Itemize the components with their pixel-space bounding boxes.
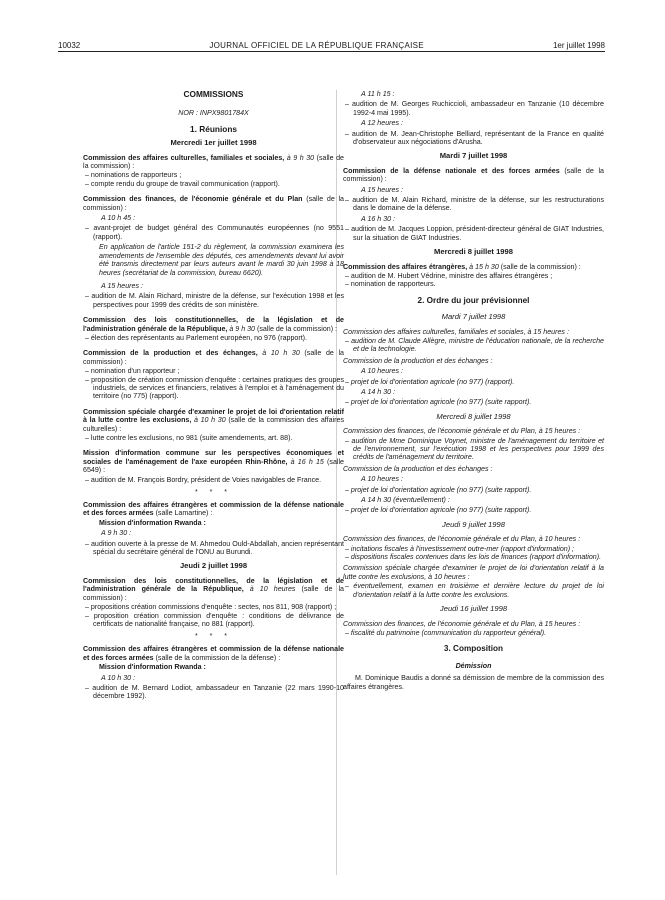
meeting-time: à 16 h 15 — [287, 457, 324, 466]
date-heading: Jeudi 9 juillet 1998 — [442, 519, 505, 529]
entry-prod — [83, 349, 344, 366]
meeting-hour: A 12 heures : — [361, 119, 403, 128]
committee-name: Commission de la production et des échanges, — [83, 349, 258, 358]
meeting-time: à 10 h 30 — [191, 416, 226, 425]
entry-def — [343, 167, 604, 184]
entry-etr2 — [83, 645, 344, 662]
agenda-item: – audition de M. Hubert Védrine, ministre des affaires étrangères ; — [345, 271, 553, 280]
entry-lois — [83, 316, 344, 333]
agenda-item: – audition de M. Jacques Loppion, président-directeur général de GIAT Industries, sur la situation de GIAT Industries. — [345, 225, 604, 242]
committee-name: Commission spéciale chargée d'examiner le projet de loi d'orientation relatif à la lutte contre les exclusions, à 10 heures : — [343, 564, 604, 581]
agenda-item: – audition de M. Alain Richard, ministre de la défense, sur l'exécution 1998 et les perspectives pour 1999 des crédits de son ministère. — [85, 292, 344, 309]
date-heading: Mardi 7 juillet 1998 — [439, 151, 508, 161]
agenda-item: – projet de loi d'orientation agricole (no 977) (rapport). — [345, 377, 515, 386]
agenda-item: – lutte contre les exclusions, no 981 (suite amendements, art. 88). — [85, 434, 293, 442]
date-heading: Jeudi 2 juillet 1998 — [179, 561, 248, 571]
demission-text: M. Dominique Baudis a donné sa démission de membre de la commission des affaires étrangères. — [343, 674, 604, 691]
agenda-item: – audition de M. Jean-Christophe Belliard, représentant de la France en qualité d'observateur aux négociations d'Arusha. — [345, 129, 604, 147]
date-heading: Jeudi 16 juillet 1998 — [439, 604, 508, 614]
agenda-item: – fiscalité du patrimoine (communication du rapporteur général). — [345, 628, 547, 637]
meeting-hour: A 10 h 30 : — [101, 673, 136, 682]
agenda-item: – projet de loi d'orientation agricole (no 977) (suite rapport). — [345, 506, 532, 515]
meeting-hour: A 11 h 15 : — [361, 90, 395, 98]
composition-heading: 3. Composition — [443, 644, 504, 654]
agenda-item: – audition de M. Bernard Lodiot, ambassadeur en Tanzanie (22 mars 1990-10 décembre 1992). — [85, 683, 344, 701]
header-rule — [58, 51, 605, 52]
left-column — [83, 90, 344, 701]
agenda-item: – audition ouverte à la presse de M. Ahmedou Ould-Abdallah, ancien représentant spécial du secrétaire général de l'ONU au Burundi. — [85, 539, 344, 557]
committee-name: Commission des affaires culturelles, familiales et sociales, à 15 heures : — [343, 327, 569, 336]
meeting-time: à 10 h 30 — [257, 349, 300, 358]
date-heading: Mercredi 8 juillet 1998 — [434, 247, 513, 257]
date-heading: Mercredi 8 juillet 1998 — [436, 411, 511, 421]
meeting-time: à 10 heures — [243, 585, 296, 594]
agenda-item: – projet de loi d'orientation agricole (no 977) (suite rapport). — [345, 398, 532, 407]
agenda-item: – projet de loi d'orientation agricole (no 977) (suite rapport). — [345, 485, 532, 494]
meeting-room: (salle de la commission) : — [343, 166, 604, 184]
meeting-room: (salle de la commission des affaires culturelles) : — [83, 416, 345, 433]
entry-etr — [83, 501, 344, 518]
mission-title: Mission d'information Rwanda : — [99, 663, 206, 672]
agenda-item: – proposition création commission d'enquête : conditions de délivrance de certificats de nationalité française, no 881 (rapport). — [85, 611, 344, 628]
agenda-item: – incitations fiscales à l'investissement outre-mer (rapport d'information) ; — [345, 544, 575, 553]
entry-spec — [83, 408, 344, 433]
agenda-item: – nomination de rapporteurs. — [345, 280, 436, 289]
meeting-room: (salle de la commission) : — [83, 153, 344, 171]
meeting-time: à 9 h 30 — [227, 324, 256, 333]
journal-title: JOURNAL OFFICIEL DE LA RÉPUBLIQUE FRANÇAISE — [209, 41, 424, 50]
date-heading: Mardi 7 juillet 1998 — [441, 312, 506, 322]
committee-name: Commission spéciale chargée d'examiner le projet de loi d'orientation relatif à la lutte contre les exclusions, — [83, 407, 344, 425]
committee-name: Commission des finances, de l'économie générale et du Plan, à 15 heures : — [343, 427, 581, 436]
agenda-item: – compte rendu du groupe de travail communication (rapport). — [85, 179, 280, 188]
meeting-time: à 9 h 30 — [284, 153, 315, 162]
entry-ae — [343, 263, 604, 271]
reunions-heading: 1. Réunions — [189, 123, 238, 134]
meeting-room: (salle 6549) : — [83, 457, 344, 475]
section-title: COMMISSIONS — [183, 89, 244, 99]
meeting-hour: A 16 h 30 : — [361, 214, 396, 223]
page-number: 10032 — [58, 41, 81, 50]
committee-name: Commission des finances, de l'économie générale et du Plan, à 15 heures : — [343, 619, 581, 628]
mission-title: Mission d'information Rwanda : — [99, 518, 206, 527]
entry-fin — [83, 195, 344, 212]
meeting-room: (salle de la commission) : — [255, 324, 338, 333]
agenda-item: – avant-projet de budget général des Communautés européennes (no 9551 (rapport). — [85, 224, 344, 241]
demission-heading: Démission — [455, 661, 492, 670]
committee-name: Commission des affaires étrangères, — [343, 262, 468, 271]
agenda-item: – propositions création commissions d'enquête : sectes, nos 811, 908 (rapport) ; — [85, 603, 337, 612]
odj-heading: 2. Ordre du jour prévisionnel — [417, 295, 530, 305]
agenda-item: – proposition de création commission d'enquête : certaines pratiques des groupes industriels, de services et financiers, relatives à l'emploi et à l'aménagement du territoire (no 775) (rapport). — [85, 375, 344, 401]
meeting-hour: A 15 heures : — [361, 185, 403, 194]
agenda-item: – audition de Mme Dominique Voynet, ministre de l'aménagement du territoire et de l'environnement, sur l'exécution 1998 et les perspectives pour 1999 des crédits de l'aménagement du territoire. — [345, 436, 604, 462]
committee-name: Commission des finances, de l'économie générale et du Plan — [83, 195, 303, 204]
meeting-hour: A 15 heures : — [101, 281, 143, 290]
meeting-hour: A 10 heures : — [361, 475, 403, 484]
agenda-item: – audition de M. Georges Ruchiccioli, ambassadeur en Tanzanie (10 décembre 1992-4 mai 1995). — [345, 100, 604, 117]
agenda-item: – élection des représentants au Parlement européen, no 976 (rapport). — [85, 333, 308, 342]
agenda-item: – audition de M. Alain Richard, ministre de la défense, sur les restructurations dans le domaine de la défense. — [345, 196, 604, 213]
agenda-item: – dispositions fiscales contenues dans les lois de finances (rapport d'information). — [345, 553, 602, 562]
separator-stars: * * * — [194, 633, 233, 641]
right-column — [343, 90, 604, 696]
meeting-room: (salle de la commission de la défense) : — [153, 653, 281, 662]
meeting-hour: A 10 heures : — [361, 367, 403, 376]
agenda-item: – nominations de rapporteurs ; — [85, 171, 182, 180]
committee-name: Commission de la défense nationale et des forces armées — [343, 166, 560, 175]
meeting-room: (salle de la commission) : — [83, 349, 344, 366]
agenda-item: – audition de M. François Bordry, président de Voies navigables de France. — [85, 475, 322, 484]
agenda-note: En application de l'article 151-2 du règlement, la commission examinera les amendements de l'ensemble des députés, ces amendements devant lui avoir été transmis directement par leurs auteurs avant le mardi 30 juin 1998 à 18 heures (secrétariat de la commission, bureau 6620). — [99, 243, 344, 277]
meeting-hour: A 14 h 30 : — [361, 387, 396, 396]
header-date: 1er juillet 1998 — [552, 41, 605, 50]
meeting-hour: A 14 h 30 (éventuellement) : — [361, 496, 450, 505]
page-header — [58, 38, 605, 50]
agenda-item: – éventuellement, examen en troisième et dernière lecture du projet de loi d'orientation relatif à la lutte contre les exclusions. — [345, 582, 604, 599]
meeting-room: (salle de la commission) : — [83, 195, 345, 212]
meeting-room: (salle de la commission) : — [83, 585, 344, 602]
entry-lois2 — [83, 577, 344, 602]
committee-name: Commission des affaires étrangères et commission de la défense nationale et des forces armées — [83, 501, 344, 518]
date-heading: Mercredi 1er juillet 1998 — [170, 138, 257, 148]
agenda-item: – nomination d'un rapporteur ; — [85, 367, 180, 376]
meeting-room: (salle Lamartine) : — [153, 509, 213, 518]
meeting-time: à 15 h 30 — [467, 262, 499, 271]
committee-name: Commission des affaires étrangères et commission de la défense nationale et des forces armées — [83, 645, 344, 662]
committee-name: Commission des lois constitutionnelles, de la législation et de l'administration générale de la République, — [83, 576, 344, 594]
meeting-room: (salle de la commission) : — [498, 262, 581, 271]
nor-reference: NOR : INPX9801784X — [178, 109, 249, 118]
entry-cult — [83, 154, 344, 171]
committee-name: Mission d'information commune sur les perspectives économiques et sociales de l'aménagement de l'axe européen Rhin-Rhône, — [83, 449, 344, 466]
committee-name: Commission de la production et des échanges : — [343, 356, 493, 365]
committee-name: Commission des lois constitutionnelles, de la législation et de l'administration générale de la République, — [83, 316, 344, 333]
agenda-item: – audition de M. Claude Allègre, ministre de l'éducation nationale, de la recherche et de la technologie. — [345, 336, 604, 354]
meeting-hour: A 9 h 30 : — [101, 529, 132, 538]
committee-name: Commission des affaires culturelles, familiales et sociales, — [83, 153, 285, 162]
meeting-hour: A 10 h 45 : — [101, 214, 136, 223]
committee-name: Commission de la production et des échanges : — [343, 464, 493, 473]
committee-name: Commission des finances, de l'économie générale et du Plan, à 10 heures : — [343, 535, 581, 544]
separator-stars: * * * — [194, 489, 233, 497]
entry-mission — [83, 449, 344, 474]
